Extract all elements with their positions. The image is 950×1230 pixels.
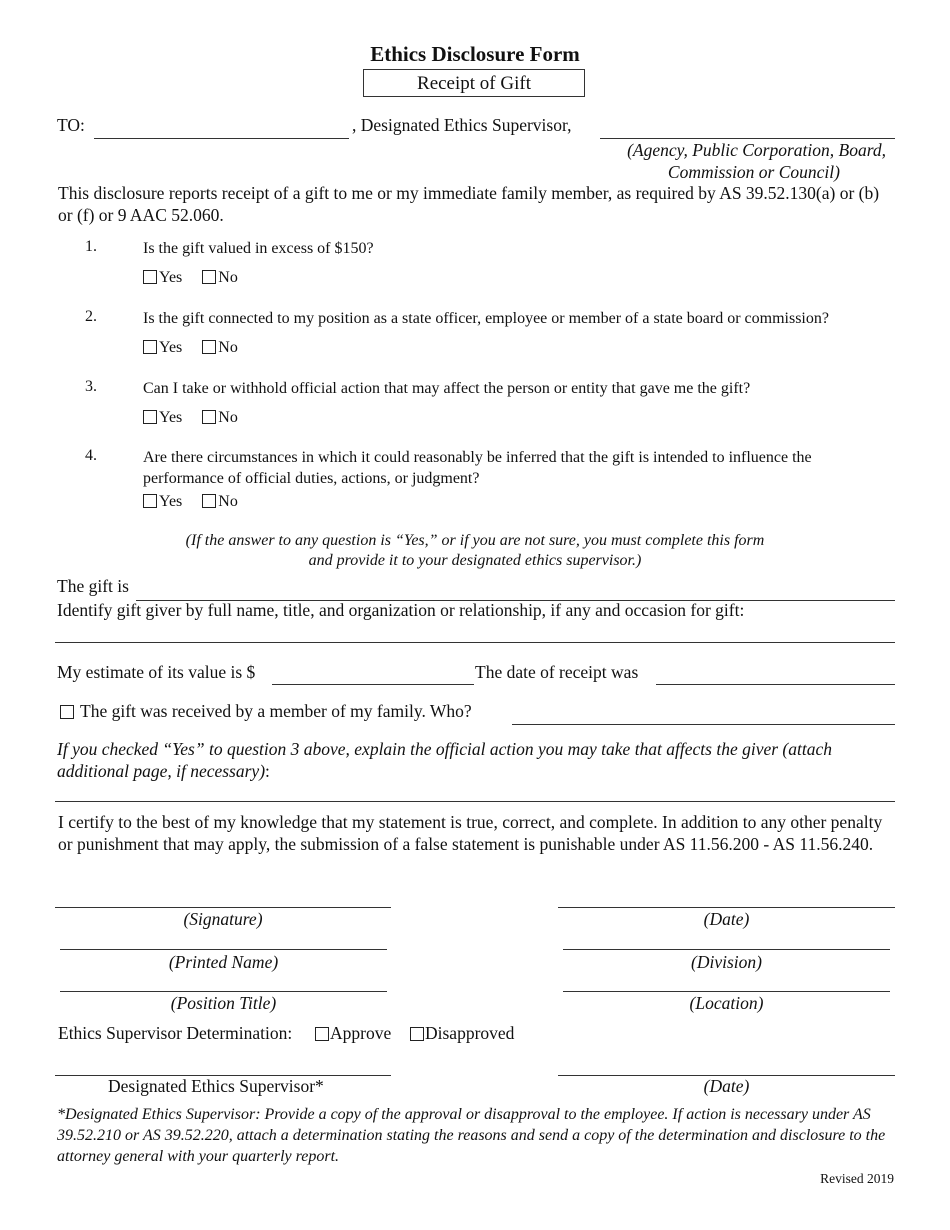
date-received-label: The date of receipt was <box>475 662 639 682</box>
question-2-text: Is the gift connected to my position as a state officer, employee or member of a state board or commission? <box>143 310 829 327</box>
determination-row <box>58 1023 514 1044</box>
certification-paragraph: I certify to the best of my knowledge that my statement is true, correct, and complete. In addition to any other penalty or punishment that may apply, the submission of a false statement is punishable under AS 11.56.200 - AS 11.56.240. <box>58 812 883 854</box>
checkbox[interactable] <box>143 270 157 284</box>
position-title-label: (Position Title) <box>170 993 277 1013</box>
location-label: (Location) <box>689 993 764 1013</box>
question-4-yes[interactable] <box>143 493 182 511</box>
question-3-number: 3. <box>85 378 97 395</box>
signature-date-label: (Date) <box>703 909 750 929</box>
official-action-label <box>57 738 897 782</box>
footnote: *Designated Ethics Supervisor: Provide a copy of the approval or disapproval to the employee. If action is necessary under AS 39.52.210 or AS 39.52.220, attach a determination stating the reasons and send a copy of the determination and disclosure to the attorney general with your quarterly report. <box>57 1106 886 1165</box>
disapproved-option[interactable] <box>410 1023 514 1043</box>
position-title-field[interactable] <box>60 991 387 992</box>
question-1-options <box>143 269 258 287</box>
approve-option[interactable] <box>315 1023 391 1043</box>
official-action-field[interactable] <box>55 801 895 802</box>
approve-checkbox[interactable] <box>315 1027 329 1041</box>
gift-is-label: The gift is <box>57 576 129 596</box>
agency-note-line-1: (Agency, Public Corporation, Board, <box>627 140 886 160</box>
agency-note-line-2: Commission or Council) <box>667 162 840 182</box>
no-label: No <box>218 409 238 426</box>
to-label: TO: <box>57 115 85 135</box>
question-3-no[interactable] <box>202 409 238 427</box>
family-member-field[interactable] <box>512 724 895 725</box>
printed-name-field[interactable] <box>60 949 387 950</box>
family-member-checkbox[interactable] <box>60 705 74 719</box>
official-action-colon: : <box>265 761 270 781</box>
determination-label: Ethics Supervisor Determination: <box>58 1023 293 1043</box>
question-3-yes[interactable] <box>143 409 182 427</box>
question-1-text: Is the gift valued in excess of $150? <box>143 240 374 257</box>
question-4-options <box>143 493 258 511</box>
division-label: (Division) <box>691 952 762 972</box>
question-1-yes[interactable] <box>143 269 182 287</box>
question-4-text: Are there circumstances in which it could reasonably be inferred that the gift is intended to influence the performance of official duties, actions, or judgment? <box>143 449 812 487</box>
printed-name-label: (Printed Name) <box>168 952 279 972</box>
intro-paragraph: This disclosure reports receipt of a gift to me or my immediate family member, as required by AS 39.52.130(a) or (b) or (f) or 9 AAC 52.060. <box>58 183 880 225</box>
supervisor-date-label: (Date) <box>703 1076 750 1096</box>
yes-label: Yes <box>159 339 183 356</box>
checkbox[interactable] <box>143 494 157 508</box>
value-field[interactable] <box>272 684 474 685</box>
question-2-number: 2. <box>85 308 97 325</box>
question-4-no[interactable] <box>202 493 238 511</box>
disapproved-checkbox[interactable] <box>410 1027 424 1041</box>
supervisor-label: Designated Ethics Supervisor* <box>108 1076 324 1096</box>
gift-giver-field[interactable] <box>55 642 895 643</box>
supervisor-label: , Designated Ethics Supervisor, <box>352 115 572 135</box>
form-title: Ethics Disclosure Form <box>370 42 580 66</box>
checkbox[interactable] <box>202 340 216 354</box>
question-2-yes[interactable] <box>143 339 182 357</box>
instruction-line-1: (If the answer to any question is “Yes,” or if you are not sure, you must complete this form <box>185 532 765 549</box>
checkbox[interactable] <box>202 410 216 424</box>
signature-label: (Signature) <box>183 909 263 929</box>
location-field[interactable] <box>563 991 890 992</box>
date-received-field[interactable] <box>656 684 895 685</box>
signature-date-field[interactable] <box>558 907 895 908</box>
approve-label: Approve <box>330 1023 392 1043</box>
checkbox[interactable] <box>143 340 157 354</box>
disapproved-label: Disapproved <box>425 1023 515 1043</box>
official-action-text: If you checked “Yes” to question 3 above, explain the official action you may take that affects the giver (attach additional page, if necessary) <box>57 739 832 781</box>
no-label: No <box>218 339 238 356</box>
question-4-number: 4. <box>85 447 97 464</box>
yes-label: Yes <box>159 493 183 510</box>
question-2-options <box>143 339 258 357</box>
question-3-options <box>143 409 258 427</box>
yes-label: Yes <box>159 409 183 426</box>
no-label: No <box>218 269 238 286</box>
question-1-no[interactable] <box>202 269 238 287</box>
revised-date: Revised 2019 <box>820 1171 894 1186</box>
yes-label: Yes <box>159 269 183 286</box>
agency-note <box>560 140 886 161</box>
question-2-no[interactable] <box>202 339 238 357</box>
form-subtitle: Receipt of Gift <box>363 69 585 97</box>
checkbox[interactable] <box>143 410 157 424</box>
no-label: No <box>218 493 238 510</box>
question-1-number: 1. <box>85 238 97 255</box>
checkbox[interactable] <box>202 494 216 508</box>
question-3-text: Can I take or withhold official action that may affect the person or entity that gave me the gift? <box>143 380 751 397</box>
gift-giver-label: Identify gift giver by full name, title, and organization or relationship, if any and occasion for gift: <box>57 600 745 620</box>
division-field[interactable] <box>563 949 890 950</box>
signature-field[interactable] <box>55 907 391 908</box>
checkbox[interactable] <box>202 270 216 284</box>
instruction-line-2: and provide it to your designated ethics supervisor.) <box>308 552 642 569</box>
to-field[interactable] <box>94 138 349 139</box>
family-member-row <box>60 701 472 722</box>
family-member-label: The gift was received by a member of my family. Who? <box>80 701 472 721</box>
value-label: My estimate of its value is $ <box>57 662 256 682</box>
agency-field[interactable] <box>600 138 895 139</box>
